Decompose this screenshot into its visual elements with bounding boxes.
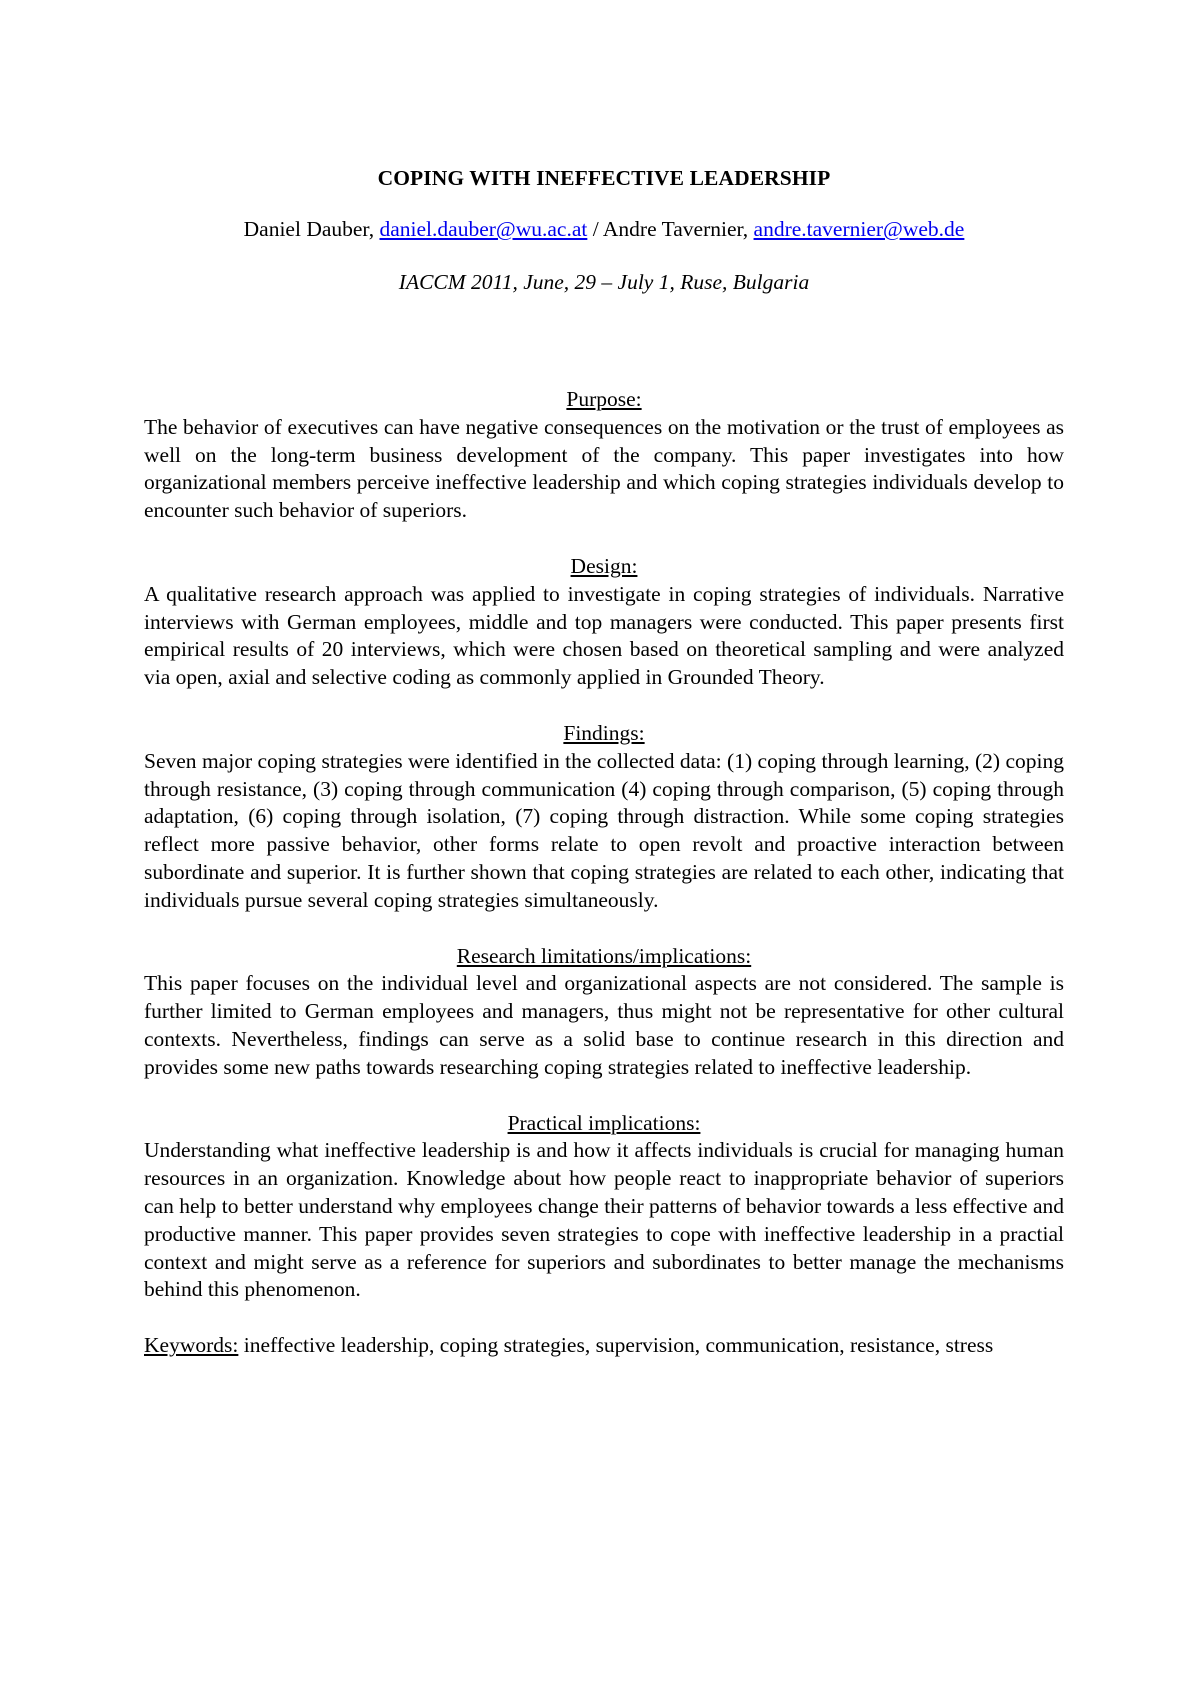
section-practical (144, 1110, 1064, 1305)
author-line (144, 215, 1064, 243)
section-purpose (144, 386, 1064, 525)
section-body-practical: Understanding what ineffective leadership is and how it affects individuals is crucial for managing human resources in an organization. Knowledge about how people react to inappropriate behavior of superiors can help to better understand why employees change their patterns of behavior towards a less effective and productive manner. This paper provides seven strategies to cope with ineffective leadership in a practial context and might serve as a reference for superiors and subordinates to better manage the mechanisms behind this phenomenon. (144, 1138, 1064, 1302)
section-body-limitations: This paper focuses on the individual level and organizational aspects are not considered. The sample is further limited to German employees and managers, thus might not be representative for other cultural contexts. Nevertheless, findings can serve as a solid base to continue research in this direction and provides some new paths towards researching coping strategies related to ineffective leadership. (144, 971, 1064, 1079)
section-body-purpose: The behavior of executives can have negative consequences on the motivation or the trust of employees as well on the long-term business development of the company. This paper investigates into how organizational members perceive ineffective leadership and which coping strategies individuals develop to encounter such behavior of superiors. (144, 414, 1064, 523)
section-limitations (144, 943, 1064, 1082)
section-heading-practical: Practical implications: (507, 1110, 701, 1135)
section-body-findings: Seven major coping strategies were identified in the collected data: (1) coping through learning, (2) coping through resistance, (3) coping through communication (4) coping through comparison, (5) coping through adaptation, (6) coping through isolation, (7) coping through distraction. While some coping strategies reflect more passive behavior, other forms relate to open revolt and proactive interaction between subordinate and superior. It is further shown that coping strategies are related to each other, indicating that individuals pursue several coping strategies simultaneously. (144, 748, 1064, 912)
section-heading-purpose: Purpose: (566, 387, 642, 411)
author-1-email-link[interactable]: daniel.dauber@wu.ac.at (379, 217, 588, 241)
author-1-name: Daniel Dauber, (243, 217, 380, 241)
section-body-design: A qualitative research approach was applied to investigate in coping strategies of individuals. Narrative interviews with German employees, middle and top managers were conducted. This paper presents first empirical results of 20 interviews, which were chosen based on theoretical sampling and were analyzed via open, axial and selective coding as commonly applied in Grounded Theory. (144, 581, 1064, 690)
keywords (144, 1332, 1064, 1360)
section-heading-limitations: Research limitations/implications: (456, 943, 752, 968)
author-2-email-link[interactable]: andre.tavernier@web.de (753, 217, 965, 241)
paper-page (144, 164, 1064, 1360)
keywords-text: ineffective leadership, coping strategies, supervision, communication, resistance, stress (238, 1333, 994, 1358)
section-design (144, 553, 1064, 692)
section-heading-design: Design: (570, 553, 638, 578)
conference-line: IACCM 2011, June, 29 – July 1, Ruse, Bulgaria (398, 270, 810, 294)
keywords-label: Keywords: (144, 1333, 239, 1358)
paper-title: COPING WITH INEFFECTIVE LEADERSHIP (377, 166, 831, 190)
section-findings (144, 720, 1064, 915)
author-separator: / Andre Tavernier, (587, 217, 754, 241)
section-heading-findings: Findings: (563, 720, 645, 745)
